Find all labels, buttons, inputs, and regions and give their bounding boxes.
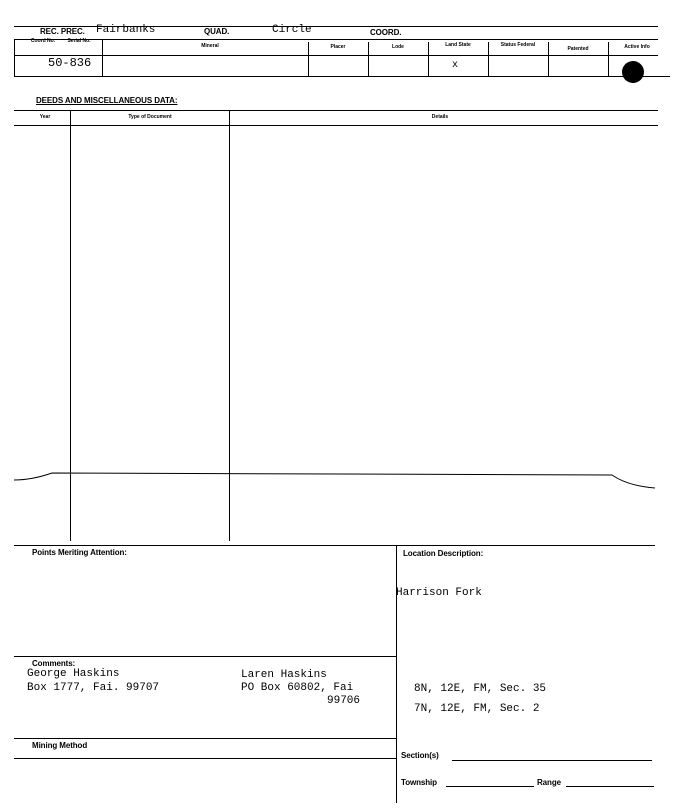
col-active-info: Active Info xyxy=(624,44,650,50)
scan-seam-line xyxy=(0,460,678,500)
rec-prec-value: Fairbanks xyxy=(96,24,156,36)
section-label: Section(s) xyxy=(401,751,439,760)
col-mineral: Mineral xyxy=(201,43,219,49)
comments-label: Comments: xyxy=(32,659,76,668)
col-status-federal: Status Federal xyxy=(500,42,536,48)
col-type-of-document: Type of Document xyxy=(128,114,172,120)
serial-number-value: 50-836 xyxy=(48,56,92,70)
location-name: Harrison Fork xyxy=(396,587,482,599)
range-label: Range xyxy=(537,778,561,787)
col-placer: Placer xyxy=(330,44,346,50)
comment-left-address: Box 1777, Fai. 99707 xyxy=(27,682,160,694)
township-label: Township xyxy=(401,778,437,787)
range-line xyxy=(566,786,654,787)
comment-left-name: George Haskins xyxy=(27,668,120,680)
coord-label: COORD. xyxy=(370,28,402,37)
points-attention-label: Points Meriting Attention: xyxy=(32,548,127,557)
quad-value: Circle xyxy=(272,24,312,36)
deeds-title: DEEDS AND MISCELLANEOUS DATA: xyxy=(36,96,178,105)
location-line-1: 8N, 12E, FM, Sec. 35 xyxy=(414,683,547,695)
col-year: Year xyxy=(39,114,51,120)
comment-right-name: Laren Haskins xyxy=(241,669,327,681)
col-serial-no: Serial No. xyxy=(67,38,91,44)
mining-method-label: Mining Method xyxy=(32,741,88,750)
comment-right-address: PO Box 60802, Fai xyxy=(241,682,354,694)
col-lode: Lode xyxy=(392,44,404,50)
rec-prec-label: REC. PREC. xyxy=(40,27,85,36)
quad-label: QUAD. xyxy=(204,27,230,36)
col-details: Details xyxy=(431,114,449,120)
col-patented: Patented xyxy=(567,46,589,52)
location-line-2: 7N, 12E, FM, Sec. 2 xyxy=(414,703,540,715)
comment-right-zip: 99706 xyxy=(327,695,361,707)
township-line xyxy=(446,786,534,787)
land-state-mark: x xyxy=(452,60,459,71)
col-coord-no: Coord No. xyxy=(30,38,56,44)
active-info-filled-circle xyxy=(622,61,644,83)
section-line xyxy=(452,760,652,761)
col-land-state: Land State xyxy=(445,42,471,48)
location-description-label: Location Description: xyxy=(403,549,484,558)
